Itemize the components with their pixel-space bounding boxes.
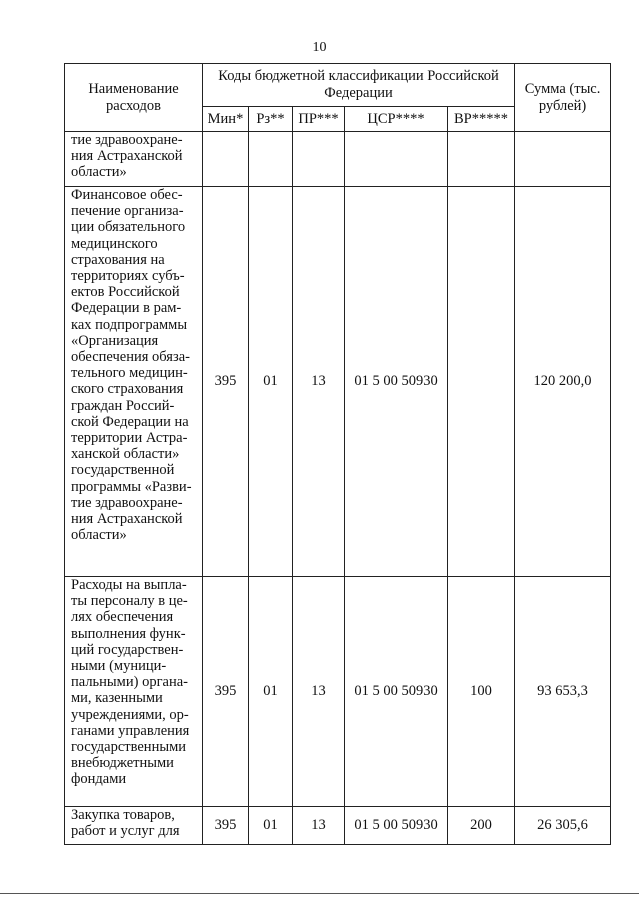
table-row bbox=[65, 807, 611, 845]
row-min: 395 bbox=[203, 807, 249, 845]
row-rz: 01 bbox=[249, 187, 293, 577]
row-sum: 26 305,6 bbox=[515, 807, 611, 845]
row-sum: 120 200,0 bbox=[515, 187, 611, 577]
budget-table bbox=[64, 63, 611, 845]
row-csr: 01 5 00 50930 bbox=[345, 807, 448, 845]
row-name: тие здравоохране- ния Астраханской области» bbox=[65, 132, 203, 187]
header-pr: ПР*** bbox=[293, 107, 345, 132]
header-rz: Рз** bbox=[249, 107, 293, 132]
row-name: Финансовое обес- печение организа- ции обязательного медицинского страхования на территориях субъ- ектов Российской Федерации в рам- ках подпрограммы «Организация обеспечения обяза- тельного медицин- ского страхования граждан Россий- ской Федерации на территории Астра- ханской области» государственной программы «Разви- тие здравоохране- ния Астраханской области» bbox=[65, 187, 203, 577]
page-bottom-rule bbox=[0, 893, 639, 894]
row-min bbox=[203, 132, 249, 187]
header-vr: ВР***** bbox=[448, 107, 515, 132]
row-pr: 13 bbox=[293, 807, 345, 845]
table-row bbox=[65, 577, 611, 807]
row-pr: 13 bbox=[293, 187, 345, 577]
row-name: Закупка товаров, работ и услуг для bbox=[65, 807, 203, 845]
page-number: 10 bbox=[312, 40, 327, 55]
row-pr bbox=[293, 132, 345, 187]
row-csr: 01 5 00 50930 bbox=[345, 577, 448, 807]
header-min: Мин* bbox=[203, 107, 249, 132]
row-vr bbox=[448, 132, 515, 187]
row-rz bbox=[249, 132, 293, 187]
header-csr: ЦСР**** bbox=[345, 107, 448, 132]
row-min: 395 bbox=[203, 577, 249, 807]
row-rz: 01 bbox=[249, 807, 293, 845]
row-vr bbox=[448, 187, 515, 577]
table-row bbox=[65, 132, 611, 187]
row-vr: 100 bbox=[448, 577, 515, 807]
header-codes-group: Коды бюджетной классификации Российской Федерации bbox=[203, 64, 515, 107]
row-rz: 01 bbox=[249, 577, 293, 807]
header-name: Наименование расходов bbox=[65, 64, 203, 132]
row-min: 395 bbox=[203, 187, 249, 577]
table-row bbox=[65, 187, 611, 577]
row-vr: 200 bbox=[448, 807, 515, 845]
row-csr bbox=[345, 132, 448, 187]
row-csr: 01 5 00 50930 bbox=[345, 187, 448, 577]
row-sum: 93 653,3 bbox=[515, 577, 611, 807]
row-sum bbox=[515, 132, 611, 187]
row-pr: 13 bbox=[293, 577, 345, 807]
row-name: Расходы на выпла- ты персоналу в це- лях обеспечения выполнения функ- ций государствен- ными (муници- пальными) органа- ми, казенными учреждениями, ор- ганами управления государственными внебюджетными фондами bbox=[65, 577, 203, 807]
header-sum: Сумма (тыс. рублей) bbox=[515, 64, 611, 132]
